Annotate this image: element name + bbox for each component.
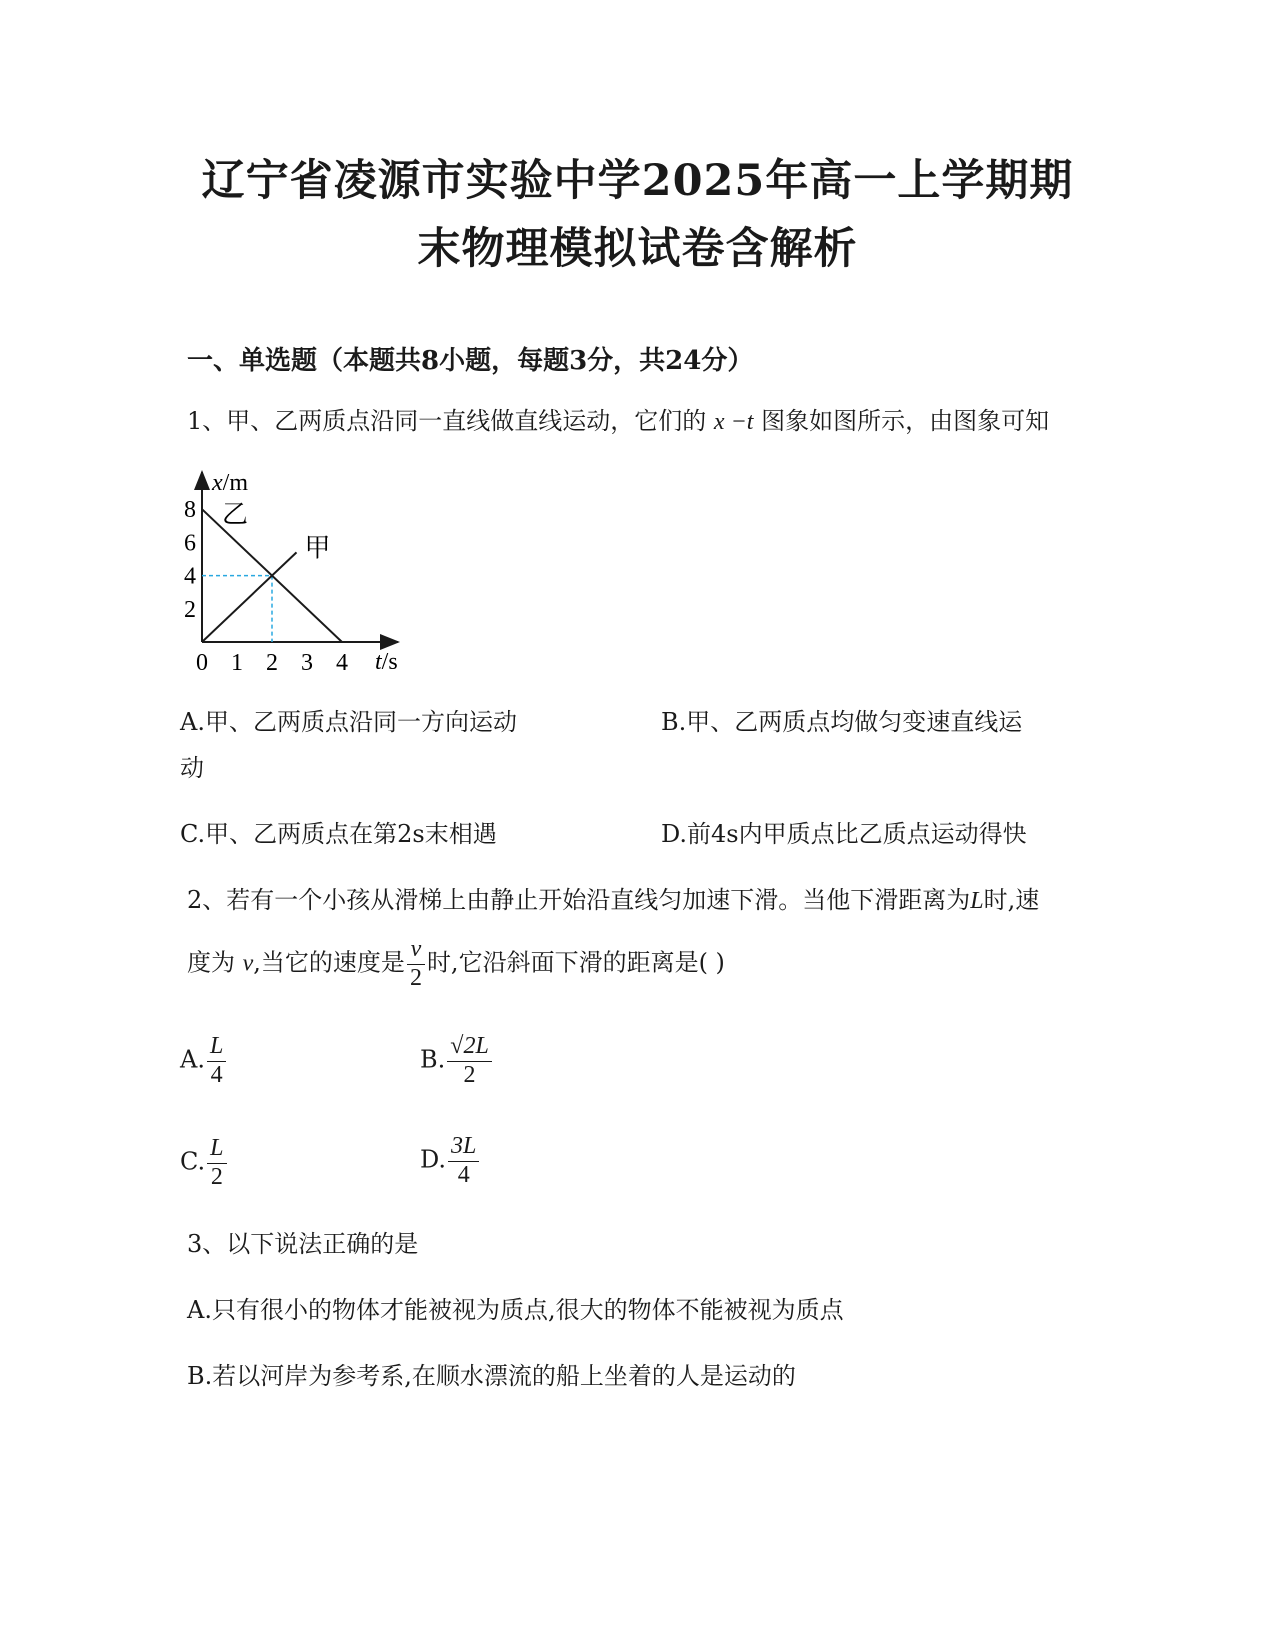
- q2-option-b: B. $\frac{√2L}{2}$: [420, 1033, 494, 1089]
- q1-stem-math: x −t: [713, 409, 754, 435]
- q2-var-v: v: [242, 950, 254, 977]
- x-tick-label: 2: [266, 650, 278, 676]
- x-tick-label: 0: [196, 650, 208, 676]
- q2-line2-mid: ,当它的速度是: [253, 948, 405, 977]
- section-heading: 一、单选题（本题共8小题，每题3分，共24分）: [187, 346, 754, 376]
- x-tick-label: 4: [336, 650, 348, 676]
- q2-option-d: D. $\frac{3L}{4}$: [420, 1133, 481, 1189]
- y-tick-label: 4: [184, 563, 196, 590]
- document-title-line1: 辽宁省凌源市实验中学2025年高一上学期期: [201, 156, 1074, 206]
- x-tick-label: 3: [301, 650, 313, 676]
- q3-option-a: A.只有很小的物体才能被视为质点,很大的物体不能被视为质点: [187, 1296, 844, 1324]
- series-label-2: 甲: [304, 533, 331, 563]
- question-3-stem: 3、以下说法正确的是: [187, 1230, 419, 1258]
- q1-option-b: B.甲、乙两质点均做匀变速直线运: [661, 708, 1023, 736]
- q1-stem-suffix: 图象如图所示，由图象可知: [761, 407, 1050, 435]
- y-tick-label: 2: [184, 596, 196, 623]
- x-axis-label: t/s: [375, 649, 398, 675]
- document-title-line2: 末物理模拟试卷含解析: [417, 224, 858, 274]
- question-2-line2: [187, 936, 725, 992]
- q1-option-d: D.前4s内甲质点比乙质点运动得快: [661, 820, 1027, 848]
- q2-line2-suffix: 时,它沿斜面下滑的距离是( ): [426, 948, 725, 977]
- q2-var-l: L: [970, 888, 984, 914]
- q2-line1-suffix: 时,速: [983, 886, 1040, 914]
- q3-option-b: B.若以河岸为参考系,在顺水漂流的船上坐着的人是运动的: [187, 1362, 796, 1390]
- x-tick-label: 1: [231, 650, 243, 676]
- q2-line1-prefix: 2、若有一个小孩从滑梯上由静止开始沿直线匀加速下滑。当他下滑距离为: [187, 886, 971, 914]
- y-tick-label: 8: [184, 497, 196, 524]
- q1-option-a: A.甲、乙两质点沿同一方向运动: [180, 708, 517, 736]
- question-2-line1: [187, 888, 1039, 913]
- q2-option-a: A. $\frac{L}{4}$: [180, 1033, 228, 1089]
- q1-stem-prefix: 1、甲、乙两质点沿同一直线做直线运动，它们的: [187, 407, 707, 435]
- q2-line2-prefix: 度为: [187, 948, 235, 977]
- y-axis-label: x/m: [212, 470, 248, 496]
- series-label-1: 乙: [222, 500, 249, 530]
- q2-fraction-v-over-2: $\frac{v}{2}$: [407, 936, 425, 992]
- y-tick-label: 6: [184, 530, 196, 557]
- q1-option-c: C.甲、乙两质点在第2s末相遇: [180, 820, 497, 848]
- series-line-2: [202, 552, 297, 642]
- xt-graph: [170, 462, 420, 684]
- question-1-stem: [187, 409, 1049, 434]
- q2-option-c: C. $\frac{L}{2}$: [180, 1135, 229, 1191]
- q1-option-b-wrap: 动: [180, 754, 204, 782]
